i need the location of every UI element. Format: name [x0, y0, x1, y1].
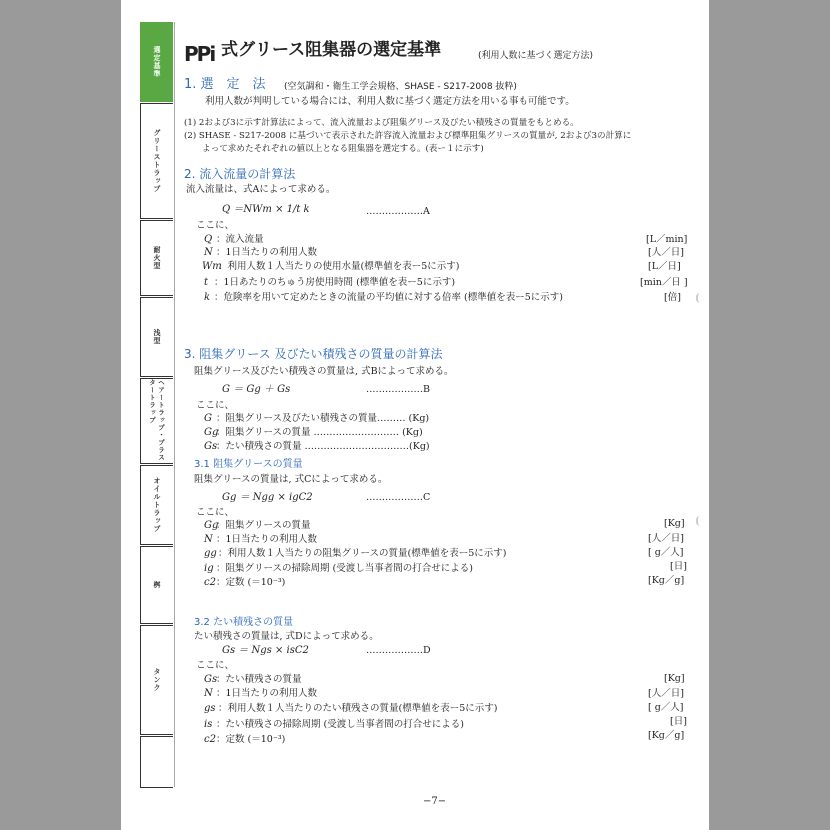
def-text: ：阻集グリースの質量 ……………………… (Kg) — [216, 427, 423, 438]
section-1-source: (空気調和・衛生工学会規格、SHASE - S217-2008 抜粋) — [284, 82, 517, 92]
def-text: ：流入流量 — [216, 234, 264, 245]
def-symbol: t — [204, 277, 209, 288]
def-text: ：危険率を用いて定めたときの流量の平均値に対する倍率 (標準値を表ー5に示す) — [214, 292, 563, 303]
def-symbol: gg — [204, 548, 217, 559]
def-text: ：1日あたりのちゅう房使用時間 (標準値を表ー5に示す) — [214, 277, 456, 288]
section-1-item-2-cont: よって求めたそれぞれの値以上となる阻集器を選定する。(表ー１に示す) — [202, 144, 484, 154]
def-symbol: N — [204, 688, 213, 699]
def-text: ：利用人数１人当たりの阻集グリースの質量(標準値を表ー5に示す) — [218, 548, 507, 559]
def-symbol: G — [204, 413, 212, 424]
sidebar-tab-fireproof[interactable]: 耐火型 — [140, 220, 173, 296]
def-symbol: c2 — [204, 577, 216, 588]
formula-d-ref: ………………D — [366, 645, 431, 656]
def-unit: [min／日 ] — [640, 277, 688, 288]
formula-a: Q ＝NWm × 1/t k — [222, 204, 310, 215]
def-text: ：阻集グリース及びたい積残さの質量……… (Kg) — [216, 413, 430, 424]
margin-mark — [696, 516, 704, 526]
def-text: ：定数 (＝10⁻³) — [216, 577, 286, 588]
def-unit: [倍] — [664, 292, 681, 303]
section-2-intro: 流入流量は、式Aによって求める。 — [186, 184, 336, 195]
section-3-heading: 3. 阻集グリース 及びたい積残さの質量の計算法 — [184, 347, 443, 361]
def-text: ：1日当たりの利用人数 — [216, 688, 318, 699]
def-symbol: Q — [204, 234, 213, 245]
def-symbol: c2 — [204, 734, 216, 745]
sidebar-tab-selection-criteria[interactable]: 選定基準 — [140, 22, 173, 102]
section-3-2-heading: 3.2 たい積残さの質量 — [194, 617, 294, 628]
sidebar-tab-tank[interactable]: タンク — [140, 625, 173, 735]
def-text: ：阻集グリースの掃除周期 (受渡し当事者間の打合せによる) — [216, 563, 473, 574]
sidebar-tab-shallow[interactable]: 浅型 — [140, 297, 173, 377]
brand-logo: PPi — [184, 42, 215, 66]
section-1-intro: 利用人数が判明している場合には、利用人数に基づく選定方法を用いる事も可能です。 — [205, 96, 575, 107]
section-3-2-where: ここに、 — [196, 660, 235, 671]
def-unit: [人／日] — [648, 533, 684, 544]
page-subtitle: (利用人数に基づく選定方法) — [478, 51, 594, 61]
def-symbol: gs — [204, 703, 216, 714]
sidebar-tab-basin[interactable]: 桝 — [140, 546, 173, 624]
def-unit: [Kg] — [664, 518, 685, 529]
section-3-2-intro: たい積残さの質量は, 式Dによって求める。 — [194, 631, 379, 642]
def-unit: [L／日] — [648, 261, 681, 272]
formula-b: G ＝ Gg ＋ Gs — [222, 384, 291, 395]
def-symbol: Gg — [204, 520, 219, 531]
sidebar-tab-hair-plaster-trap[interactable]: ヘアートラップ・プラスタートラップ — [140, 378, 173, 464]
def-unit: [Kg／g] — [648, 730, 685, 741]
sidebar-tab-oil-trap[interactable]: オイルトラップ — [140, 465, 173, 545]
def-symbol: N — [204, 534, 213, 545]
section-2-heading: 2. 流入流量の計算法 — [184, 167, 296, 181]
def-text: ：1日当たりの利用人数 — [216, 247, 318, 258]
def-symbol: Wm — [202, 261, 222, 272]
def-symbol: ig — [204, 563, 214, 574]
def-unit: [Kg／g] — [648, 575, 685, 586]
def-text: ：1日当たりの利用人数 — [216, 534, 318, 545]
def-text: ：阻集グリースの質量 — [216, 520, 311, 531]
section-1-item-2: (2) SHASE - S217-2008 に基づいて表示された許容流入流量および標準阻集グリースの質量が, 2および3の計算に — [184, 131, 632, 141]
formula-d: Gs ＝ Ngs × isC2 — [222, 645, 309, 656]
def-unit: [日] — [670, 561, 687, 572]
def-unit: [日] — [670, 716, 687, 727]
def-text: ：定数 (＝10⁻³) — [216, 734, 286, 745]
formula-c: Gg ＝ Ngg × igC2 — [222, 492, 313, 503]
def-symbol: Gs — [204, 674, 218, 685]
section-3-1-where: ここに、 — [196, 507, 235, 518]
section-1-heading: 1. 選 定 法 — [184, 77, 266, 92]
def-symbol: N — [204, 247, 213, 258]
section-2-where: ここに、 — [196, 220, 235, 231]
margin-mark — [696, 293, 704, 303]
def-unit: [ g／人] — [648, 702, 684, 713]
def-unit: [人／日] — [648, 247, 684, 258]
def-text: ：たい積残さの掃除周期 (受渡し当事者間の打合せによる) — [216, 719, 464, 730]
def-text: ：利用人数１人当たりの使用水量(標準値を表ー5に示す) — [218, 261, 460, 272]
def-text: ：たい積残さの質量 — [216, 674, 302, 685]
section-1-item-1: (1) 2および3に示す計算法によって、流入流量および阻集グリース及びたい積残さの質量をもとめる。 — [184, 118, 579, 128]
def-text: ：利用人数１人当たりのたい積残さの質量(標準値を表ー5に示す) — [218, 703, 498, 714]
section-3-intro: 阻集グリース及びたい積残さの質量は, 式Bによって求める。 — [194, 366, 454, 377]
formula-c-ref: ………………C — [366, 492, 431, 503]
section-3-where: ここに、 — [196, 400, 235, 411]
def-unit: [L／min] — [646, 234, 688, 245]
def-symbol: k — [204, 292, 211, 303]
def-symbol: is — [204, 719, 213, 730]
formula-a-ref: ………………A — [366, 206, 430, 217]
section-3-1-heading: 3.1 阻集グリースの質量 — [194, 459, 303, 470]
def-text: ：たい積残さの質量 ……………………………(Kg) — [216, 441, 430, 452]
section-3-1-intro: 阻集グリースの質量は, 式Cによって求める。 — [194, 474, 388, 485]
sidebar-tab-grease-trap[interactable]: グリーストラップ — [140, 103, 173, 219]
def-unit: [人／日] — [648, 688, 684, 699]
def-symbol: Gs — [204, 441, 218, 452]
def-unit: [ g／人] — [648, 547, 684, 558]
def-symbol: Gg — [204, 427, 219, 438]
page-title: 式グリース阻集器の選定基準 — [221, 40, 442, 60]
def-unit: [Kg] — [664, 673, 685, 684]
formula-b-ref: ………………B — [366, 384, 430, 395]
page-number: −7− — [423, 796, 447, 807]
